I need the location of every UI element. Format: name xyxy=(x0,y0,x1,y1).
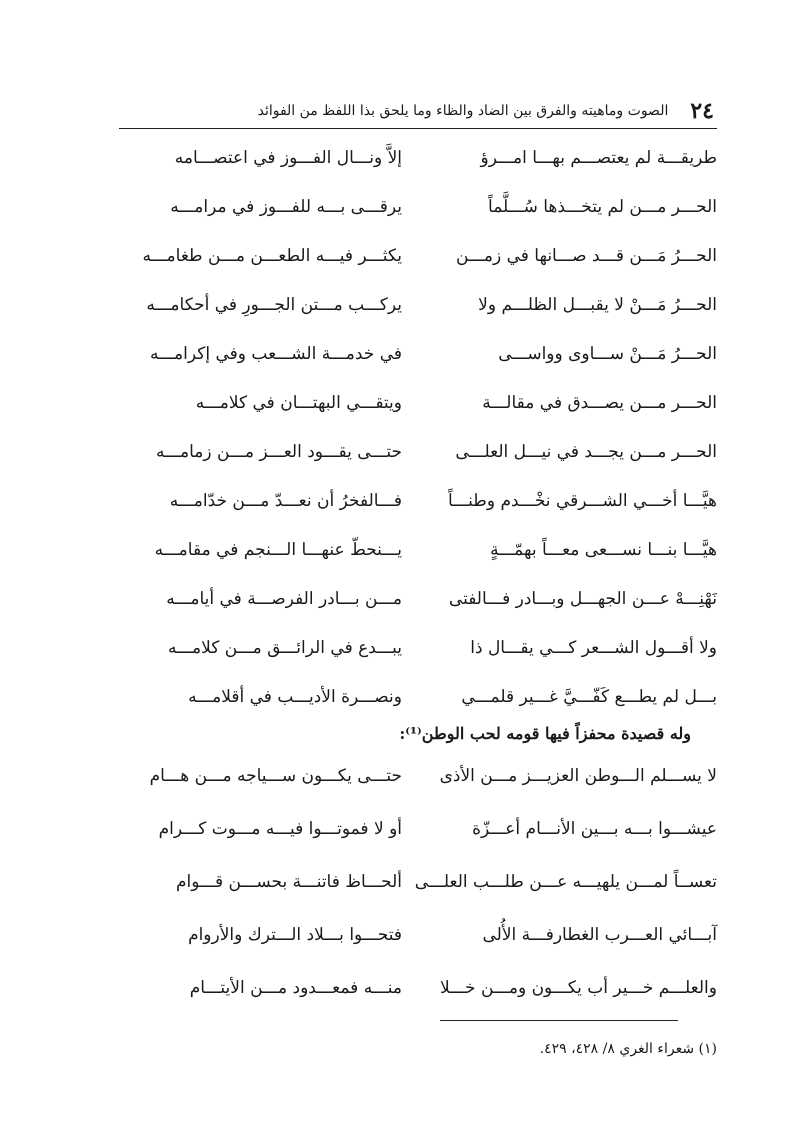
verse-second-hemistich: يـــنحطّ عنهـــا الـــنجم في مقامـــه xyxy=(154,540,402,560)
verse-row xyxy=(119,183,717,232)
footnote: (١) شعراء الغري ٨/ ٤٢٨، ٤٢٩. xyxy=(539,1041,717,1057)
verse-first-hemistich: هيَّـــا بنـــا نســـعى معـــاً بهمّـــةٍ xyxy=(490,540,717,560)
verse-row xyxy=(119,805,717,858)
verse-first-hemistich: بـــل لم يطـــع كَفّـــيَّ غـــير قلمـــي xyxy=(461,687,717,707)
verse-second-hemistich: حتـــى يقـــود العـــز مـــن زمامـــه xyxy=(155,442,402,462)
verse-row xyxy=(119,964,717,1017)
verse-second-hemistich: حتـــى يكـــون ســـياجه مـــن هـــام xyxy=(149,766,402,786)
verse-first-hemistich: ولا أقـــول الشـــعر كـــي يقـــال ذا xyxy=(470,638,717,658)
verse-first-hemistich: لا يســـلم الـــوطن العزيـــز مـــن الأذى xyxy=(439,766,717,786)
verse-first-hemistich: الحـــرُ مَـــن قـــد صـــانها في زمـــن xyxy=(456,246,717,266)
verse-second-hemistich: ونصـــرة الأديـــب في أقلامـــه xyxy=(188,687,402,707)
verse-second-hemistich: في خدمـــة الشـــعب وفي إكرامـــه xyxy=(150,344,402,364)
verse-row xyxy=(119,526,717,575)
verse-first-hemistich: الحـــرُ مَـــنْ لا يقبـــل الظلـــم ولا xyxy=(478,295,717,315)
verse-first-hemistich: نَهْنِـــهْ عـــن الجهـــل وبـــادر فـــالفتى xyxy=(448,589,717,609)
verse-first-hemistich: والعلـــم خـــير أب يكـــون ومـــن خـــلا xyxy=(439,978,717,998)
verse-second-hemistich: مـــن بـــادر الفرصـــة في أيامـــه xyxy=(166,589,402,609)
verse-row xyxy=(119,379,717,428)
verse-first-hemistich: تعســاً لمـــن يلهيـــه عـــن طلـــب العلـــى xyxy=(414,872,717,892)
verse-row xyxy=(119,281,717,330)
verse-second-hemistich: يرقـــى بـــه للفـــوز في مرامـــه xyxy=(170,197,402,217)
verse-second-hemistich: منـــه فمعـــدود مـــن الأيتـــام xyxy=(189,978,402,998)
verse-first-hemistich: الحـــر مـــن يصـــدق في مقالـــة xyxy=(482,393,717,413)
verse-second-hemistich: فتحـــوا بـــلاد الـــترك والأروام xyxy=(188,925,402,945)
verse-row xyxy=(119,752,717,805)
verse-second-hemistich: ويتقـــي البهتـــان في كلامـــه xyxy=(195,393,402,413)
header-rule xyxy=(119,128,717,129)
verse-first-hemistich: الحـــر مـــن يجـــد في نيـــل العلـــى xyxy=(455,442,717,462)
verse-row xyxy=(119,477,717,526)
poem-intro: وله قصيدة محفزاً فيها قومه لحب الوطن⁽¹⁾: xyxy=(399,724,691,743)
verse-second-hemistich: يركـــب مـــتن الجـــورِ في أحكامـــه xyxy=(146,295,402,315)
verse-row xyxy=(119,428,717,477)
verse-second-hemistich: يبـــدع في الرائـــق مـــن كلامـــه xyxy=(167,638,402,658)
verse-second-hemistich: فـــالفخرُ أن نعـــدّ مـــن خدّامـــه xyxy=(169,491,402,511)
verse-first-hemistich: الحـــر مـــن لم يتخـــذها سُـــلَّماً xyxy=(488,197,717,217)
verse-first-hemistich: طريقـــة لم يعتصـــم بهـــا امـــرؤ xyxy=(480,148,717,168)
running-title: الصوت وماهيته والفرق بين الضاد والظاء وما يلحق بذا اللفظ من الفوائد xyxy=(257,103,669,119)
verse-row xyxy=(119,624,717,673)
verse-row xyxy=(119,232,717,281)
page-header xyxy=(122,96,714,126)
verse-second-hemistich: أو لا فموتـــوا فيـــه مـــوت كـــرام xyxy=(158,819,402,839)
page-number: ٢٤ xyxy=(690,98,714,124)
verse-row xyxy=(119,575,717,624)
verse-first-hemistich: هيَّـــا أخـــي الشـــرقي نخْـــدم وطنـــاً xyxy=(448,491,717,511)
verse-row xyxy=(119,134,717,183)
footnote-rule xyxy=(440,1020,678,1021)
verse-second-hemistich: إلاَّ ونـــال الفـــوز في اعتصـــامه xyxy=(174,148,402,168)
verse-row xyxy=(119,673,717,722)
verse-first-hemistich: الحـــرُ مَـــنْ ســـاوى وواســـى xyxy=(498,344,717,364)
verse-first-hemistich: عيشـــوا بـــه بـــين الأنـــام أعـــزّة xyxy=(472,819,717,839)
verse-row xyxy=(119,911,717,964)
verse-row xyxy=(119,858,717,911)
poem-1 xyxy=(119,134,717,722)
verse-second-hemistich: يكثـــر فيـــه الطعـــن مـــن طغامـــه xyxy=(142,246,402,266)
verse-row xyxy=(119,330,717,379)
verse-second-hemistich: ألحـــاظ فاتنـــة بحســـن قـــوام xyxy=(175,872,402,892)
poem-2 xyxy=(119,752,717,1017)
verse-first-hemistich: آبـــائي العـــرب الغطارفـــة الأُلى xyxy=(482,925,717,945)
